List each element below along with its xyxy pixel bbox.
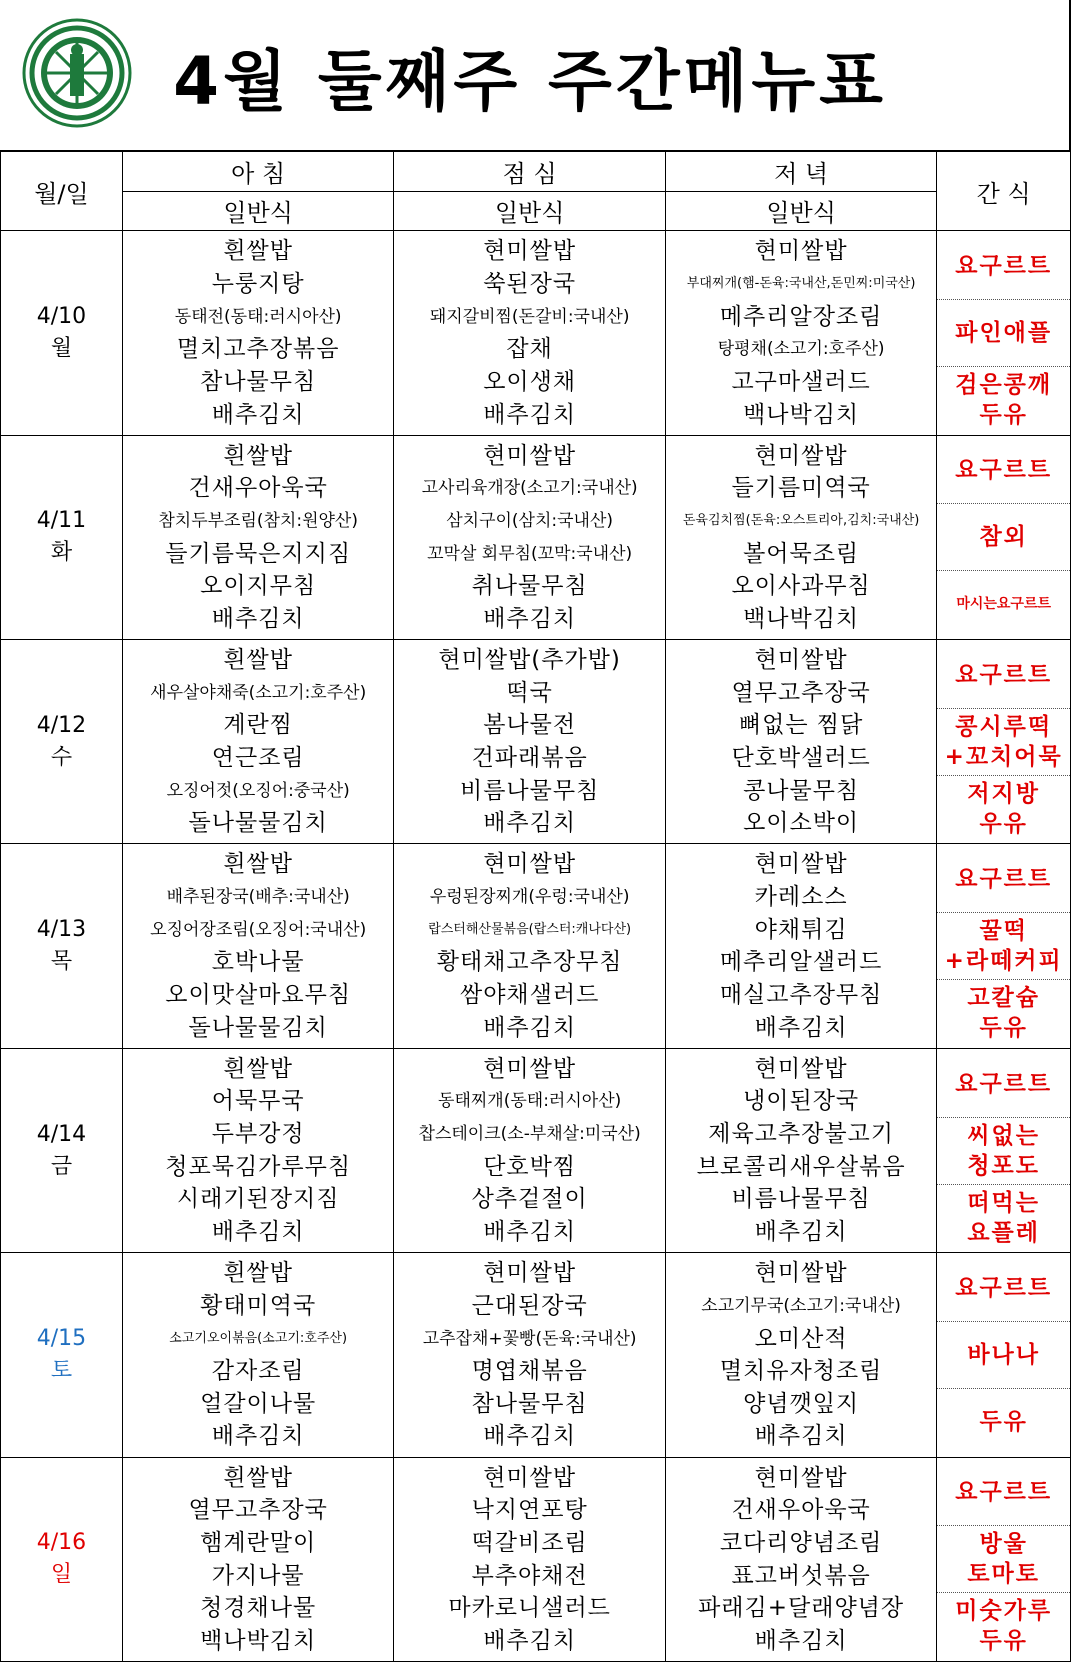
breakfast-item: 감자조림	[211, 1358, 305, 1385]
lunch-item: 배추김치	[483, 605, 577, 632]
lunch-item: 배추김치	[483, 1219, 577, 1246]
page-title: 4월 둘째주 주간메뉴표	[173, 43, 887, 120]
dinner-item: 콩나물무침	[743, 777, 860, 804]
lunch-item: 오이생채	[483, 368, 577, 395]
weekday-label: 월	[50, 336, 73, 361]
dinner-item: 돈육김치찜(돈육:오스트리아,김치:국내산)	[682, 513, 920, 529]
lunch-item: 랍스터해산물볶음(랍스터:캐나다산)	[428, 921, 632, 937]
dinner-type: 일반식	[665, 191, 936, 231]
dinner-item: 브로콜리새우살볶음	[696, 1153, 906, 1180]
dinner-item: 소고기무국(소고기:국내산)	[701, 1295, 901, 1316]
lunch-cell	[394, 231, 665, 435]
snack-cell	[937, 1253, 1071, 1457]
breakfast-item: 흰쌀밥	[223, 1464, 293, 1491]
lunch-item: 건파래볶음	[471, 745, 588, 772]
date-cell	[1, 844, 123, 1048]
lunch-item: 근대된장국	[471, 1292, 588, 1319]
date-label: 4/10	[36, 304, 87, 329]
breakfast-item: 얼갈이나물	[200, 1390, 317, 1417]
dinner-item: 들기름미역국	[731, 475, 871, 502]
lunch-item: 우렁된장찌개(우렁:국내산)	[429, 887, 630, 908]
dinner-item: 코다리양념조림	[719, 1529, 883, 1556]
breakfast-item: 동태전(동태:러시아산)	[174, 306, 342, 327]
lunch-item: 고사리육개장(소고기:국내산)	[421, 478, 638, 499]
breakfast-item: 백나박김치	[200, 1627, 317, 1654]
dinner-item: 뼈없는 찜닭	[738, 712, 864, 739]
breakfast-item: 계란찜	[223, 712, 293, 739]
dinner-item: 오이사과무침	[731, 573, 871, 600]
date-label: 4/14	[36, 1121, 87, 1147]
lunch-item: 배추김치	[483, 810, 577, 837]
date-label: 4/12	[36, 712, 87, 738]
lunch-item: 배추김치	[483, 1014, 577, 1041]
breakfast-item: 건새우아욱국	[188, 475, 328, 502]
lunch-item: 배추김치	[483, 1423, 577, 1450]
lunch-item: 현미쌀밥	[483, 442, 577, 469]
dinner-cell	[665, 640, 936, 844]
lunch-header: 점 심	[394, 151, 665, 191]
breakfast-item: 배추된장국(배추:국내산)	[166, 887, 350, 908]
breakfast-item: 오징어젓(오징어:중국산)	[166, 780, 350, 801]
snack-item: 바나나	[937, 1322, 1070, 1389]
lunch-cell	[394, 1457, 665, 1661]
day-row	[1, 1457, 1071, 1661]
lunch-item: 취나물무침	[471, 573, 588, 600]
snack-item: 미숫가루 두유	[955, 1598, 1053, 1655]
dinner-item: 현미쌀밥	[754, 1464, 848, 1491]
weekday-label: 토	[50, 1357, 73, 1383]
lunch-item: 동태찌개(동태:러시아산)	[438, 1091, 622, 1112]
snack-item: 콩시루떡 +꼬치어묵	[937, 709, 1070, 776]
dinner-item: 배추김치	[754, 1219, 848, 1246]
date-cell	[1, 1048, 123, 1252]
breakfast-item: 흰쌀밥	[223, 1260, 293, 1287]
day-row	[1, 844, 1071, 1048]
breakfast-item: 호박나물	[211, 949, 305, 976]
dinner-item: 현미쌀밥	[754, 1260, 848, 1287]
breakfast-item: 배추김치	[211, 1219, 305, 1246]
day-rows	[1, 231, 1071, 1662]
dinner-item: 제육고추장불고기	[708, 1121, 894, 1148]
dinner-item: 현미쌀밥	[754, 1055, 848, 1082]
snack-cell	[937, 435, 1071, 639]
dinner-cell	[665, 844, 936, 1048]
lunch-item: 떡갈비조림	[471, 1529, 588, 1556]
lunch-item: 쌈야채샐러드	[459, 982, 600, 1009]
dinner-item: 볼어묵조림	[743, 540, 860, 567]
dinner-header: 저 녁	[665, 151, 936, 191]
snack-cell	[937, 844, 1071, 1048]
dinner-cell	[665, 1253, 936, 1457]
weekday-label: 목	[50, 949, 73, 975]
dinner-item: 열무고추장국	[731, 679, 871, 706]
dinner-item: 파래김+달래양념장	[698, 1595, 905, 1622]
lunch-item: 상추겉절이	[471, 1186, 588, 1213]
dinner-item: 현미쌀밥	[754, 647, 848, 674]
snack-item: 요구르트	[937, 642, 1070, 709]
header-row-1	[1, 151, 1071, 191]
snack-item: 요구르트	[937, 233, 1070, 300]
breakfast-item: 참나물무침	[200, 368, 317, 395]
lunch-type: 일반식	[394, 191, 665, 231]
dinner-item: 오이소박이	[743, 810, 860, 837]
lunch-item: 쑥된장국	[483, 270, 577, 297]
lunch-item: 봄나물전	[483, 712, 577, 739]
breakfast-item: 시래기된장지짐	[176, 1186, 340, 1213]
breakfast-item: 청포묵김가루무침	[165, 1153, 352, 1180]
breakfast-item: 햄계란말이	[200, 1529, 317, 1556]
date-cell	[1, 231, 123, 435]
snack-item: 마시는요구르트	[956, 596, 1051, 613]
lunch-item: 삼치구이(삼치:국내산)	[446, 511, 614, 532]
page-header	[0, 0, 1071, 150]
day-row	[1, 231, 1071, 435]
lunch-cell	[394, 844, 665, 1048]
dinner-cell	[665, 231, 936, 435]
breakfast-item: 열무고추장국	[188, 1497, 328, 1524]
dinner-item: 표고버섯볶음	[731, 1562, 871, 1589]
breakfast-item: 흰쌀밥	[223, 647, 293, 674]
date-cell	[1, 435, 123, 639]
breakfast-item: 오징어장조림(오징어:국내산)	[150, 919, 367, 940]
breakfast-type: 일반식	[122, 191, 393, 231]
dinner-item: 단호박샐러드	[731, 745, 871, 772]
snack-item: 씨없는 청포도	[937, 1118, 1070, 1185]
lunch-item: 낙지연포탕	[471, 1497, 588, 1524]
day-row	[1, 435, 1071, 639]
lunch-cell	[394, 1048, 665, 1252]
lunch-cell	[394, 435, 665, 639]
lunch-item: 마카로니샐러드	[448, 1595, 611, 1622]
breakfast-item: 오이맛살마요무침	[165, 982, 352, 1009]
snack-item: 요구르트	[937, 437, 1070, 504]
snack-item: 참외	[937, 504, 1070, 571]
snack-item: 요구르트	[937, 1255, 1070, 1322]
breakfast-item: 누룽지탕	[211, 270, 305, 297]
dinner-item: 백나박김치	[743, 401, 860, 428]
breakfast-cell	[122, 1457, 393, 1661]
dinner-item: 현미쌀밥	[754, 851, 848, 878]
breakfast-item: 연근조림	[211, 745, 305, 772]
breakfast-cell	[122, 844, 393, 1048]
dinner-item: 부대찌개(햄-돈육:국내산,돈민찌:미국산)	[686, 275, 916, 291]
breakfast-cell	[122, 1048, 393, 1252]
snack-item: 요구르트	[937, 1459, 1070, 1526]
dinner-item: 고구마샐러드	[731, 368, 871, 395]
breakfast-item: 참치두부조림(참치:원양산)	[158, 511, 358, 532]
date-label: 4/16	[36, 1530, 87, 1556]
dinner-item: 메추리알샐러드	[719, 949, 883, 976]
dinner-item: 야채튀김	[754, 916, 848, 943]
breakfast-item: 두부강정	[211, 1121, 305, 1148]
lunch-item: 배추김치	[483, 401, 577, 428]
breakfast-cell	[122, 640, 393, 844]
breakfast-item: 황태미역국	[200, 1292, 317, 1319]
dinner-item: 배추김치	[754, 1014, 848, 1041]
breakfast-item: 새우살야채죽(소고기:호주산)	[150, 682, 367, 703]
lunch-item: 현미쌀밥	[483, 1055, 577, 1082]
date-cell	[1, 1253, 123, 1457]
weekday-label: 일	[50, 1562, 73, 1588]
dinner-item: 건새우아욱국	[731, 1497, 871, 1524]
breakfast-item: 청경채나물	[200, 1595, 317, 1622]
snack-cell	[937, 1457, 1071, 1661]
breakfast-cell	[122, 1253, 393, 1457]
weekly-menu-table	[0, 150, 1071, 1662]
snack-item: 고칼슘 두유	[967, 985, 1040, 1042]
lunch-item: 찹스테이크(소-부채살:미국산)	[418, 1124, 641, 1145]
breakfast-cell	[122, 231, 393, 435]
breakfast-header: 아 침	[122, 151, 393, 191]
snack-cell	[937, 1048, 1071, 1252]
dinner-cell	[665, 435, 936, 639]
breakfast-item: 오이지무침	[200, 573, 317, 600]
breakfast-item: 배추김치	[211, 605, 305, 632]
lunch-item: 떡국	[506, 679, 553, 706]
date-cell	[1, 640, 123, 844]
dinner-item: 메추리알장조림	[719, 303, 883, 330]
lunch-item: 현미쌀밥	[483, 1464, 577, 1491]
snack-cell	[937, 640, 1071, 844]
breakfast-item: 흰쌀밥	[223, 851, 293, 878]
dinner-item: 양념깻잎지	[743, 1390, 860, 1417]
snack-item: 방울 토마토	[937, 1526, 1070, 1593]
date-cell	[1, 1457, 123, 1661]
snack-header: 간 식	[937, 151, 1071, 231]
breakfast-item: 어묵무국	[211, 1088, 305, 1115]
dinner-item: 탕평채(소고기:호주산)	[717, 339, 885, 360]
breakfast-item: 가지나물	[211, 1562, 305, 1589]
date-column-header: 월/일	[1, 151, 123, 231]
day-row	[1, 1048, 1071, 1252]
dinner-item: 백나박김치	[743, 605, 860, 632]
breakfast-item: 소고기오이볶음(소고기:호주산)	[169, 1330, 348, 1346]
day-row	[1, 640, 1071, 844]
snack-item: 요구르트	[937, 846, 1070, 913]
lunch-item: 단호박찜	[483, 1153, 577, 1180]
lunch-item: 돼지갈비찜(돈갈비:국내산)	[429, 306, 630, 327]
lunch-item: 현미쌀밥	[483, 851, 577, 878]
lunch-item: 부추야채전	[471, 1562, 588, 1589]
lunch-item: 고추잡채+꽃빵(돈육:국내산)	[422, 1328, 637, 1349]
dinner-cell	[665, 1457, 936, 1661]
dinner-item: 현미쌀밥	[754, 442, 848, 469]
breakfast-item: 들기름묵은지지짐	[165, 540, 352, 567]
snack-item: 떠먹는 요플레	[967, 1189, 1040, 1246]
date-label: 4/15	[36, 1325, 87, 1351]
lunch-item: 잡채	[506, 336, 553, 363]
breakfast-item: 흰쌀밥	[223, 442, 293, 469]
date-label: 4/13	[36, 917, 87, 943]
weekday-label: 금	[50, 1153, 73, 1179]
date-label: 4/11	[36, 508, 87, 534]
lunch-cell	[394, 1253, 665, 1457]
snack-item: 검은콩깨 두유	[955, 372, 1053, 428]
dinner-item: 현미쌀밥	[754, 238, 848, 265]
lunch-item: 비름나물무침	[459, 777, 600, 804]
dinner-item: 냉이된장국	[743, 1088, 860, 1115]
lunch-item: 현미쌀밥	[483, 1260, 577, 1287]
breakfast-item: 멸치고추장볶음	[176, 336, 340, 363]
lunch-item: 현미쌀밥(추가밥)	[438, 647, 621, 674]
snack-item: 저지방 우유	[967, 780, 1040, 837]
day-row	[1, 1253, 1071, 1457]
dinner-item: 멸치유자청조림	[719, 1358, 883, 1385]
lunch-item: 명엽채볶음	[471, 1358, 588, 1385]
breakfast-item: 배추김치	[211, 1423, 305, 1450]
dinner-item: 비름나물무침	[731, 1186, 871, 1213]
snack-cell	[937, 231, 1071, 435]
lunch-cell	[394, 640, 665, 844]
breakfast-item: 흰쌀밥	[223, 238, 293, 265]
weekday-label: 화	[50, 540, 73, 566]
breakfast-item: 돌나물물김치	[188, 810, 328, 837]
dinner-item: 카레소스	[754, 884, 848, 911]
weekday-label: 수	[50, 744, 73, 770]
breakfast-item: 흰쌀밥	[223, 1055, 293, 1082]
dinner-item: 오미산적	[754, 1325, 848, 1352]
breakfast-item: 돌나물물김치	[188, 1014, 328, 1041]
breakfast-cell	[122, 435, 393, 639]
header-row-2	[1, 191, 1071, 231]
snack-item: 꿀떡 +라떼커피	[937, 913, 1070, 980]
lunch-item: 참나물무침	[471, 1390, 588, 1417]
lunch-item: 꼬막살 회무침(꼬막:국내산)	[427, 543, 633, 564]
dinner-item: 배추김치	[754, 1627, 848, 1654]
snack-item: 요구르트	[937, 1051, 1070, 1118]
dinner-cell	[665, 1048, 936, 1252]
emblem-logo	[22, 18, 132, 128]
lunch-item: 황태채고추장무침	[436, 949, 623, 976]
snack-item: 파인애플	[937, 300, 1070, 367]
dinner-item: 매실고추장무침	[719, 982, 883, 1009]
snack-item: 두유	[979, 1408, 1028, 1435]
lunch-item: 배추김치	[483, 1627, 577, 1654]
breakfast-item: 배추김치	[211, 401, 305, 428]
lunch-item: 현미쌀밥	[483, 238, 577, 265]
dinner-item: 배추김치	[754, 1423, 848, 1450]
